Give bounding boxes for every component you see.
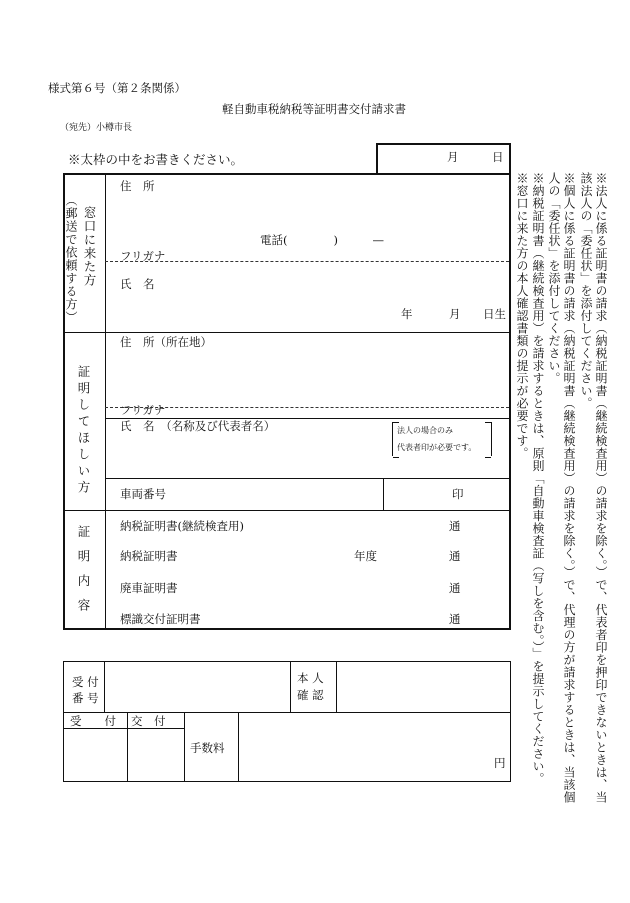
subject-furigana-label: フリガナ <box>120 403 166 417</box>
subject-name-label: 氏 名 （名称及び代表者名） <box>120 419 276 433</box>
received-label: 受 付 <box>70 714 116 728</box>
addressee: （宛先）小樽市長 <box>60 123 133 133</box>
fee-yen-label: 円 <box>494 756 506 770</box>
seal-label: 印 <box>452 487 464 501</box>
vehicle-number-label: 車両番号 <box>120 487 166 501</box>
cert-item-fiscal-year-label: 年度 <box>354 549 377 563</box>
requester-section-sublabel: （郵送で依頼する方） <box>64 194 78 324</box>
subject-section-label: 証明してほしい方 <box>76 365 91 497</box>
cert-item-unit: 通 <box>449 519 461 533</box>
note-corporate-delegation: ※法人に係る証明書の請求（納税証明書（継続検査用）の請求を除く。）で、代表者印を押印できないときは、当該法人の「委任状」を添付してください。 <box>579 172 608 804</box>
form-number: 様式第６号（第２条関係） <box>48 81 186 95</box>
cert-item-label: 納税証明書 <box>120 549 178 563</box>
birth-month-label: 月 <box>449 307 461 321</box>
cert-item-label: 納税証明書(継続検査用) <box>120 519 244 533</box>
corporate-note-line1: 法人の場合のみ <box>397 426 453 435</box>
note-inspection-certificate: ※納税証明書（継続検査用）を請求するときは、原則「自動車検査証（写しを含む。）」を提示してください。 <box>531 172 545 785</box>
identity-check-label: 本 人 <box>297 671 324 685</box>
note-identity-check: ※窓口に来た方の本人確認書類の提示が必要です。 <box>515 172 529 460</box>
fee-label: 手数料 <box>190 741 225 755</box>
cert-item-label: 標識交付証明書 <box>120 612 201 626</box>
receipt-number-cell[interactable] <box>106 663 288 711</box>
requester-furigana-label: フリガナ <box>120 249 166 263</box>
vehicle-number-input[interactable] <box>175 480 380 506</box>
fee-amount-cell[interactable] <box>240 714 490 780</box>
cert-item-unit: 通 <box>449 581 461 595</box>
receipt-number-label-2: 番 号 <box>72 691 99 705</box>
subject-name-input[interactable] <box>118 434 388 474</box>
cert-item-count-input[interactable] <box>395 514 445 534</box>
form-title: 軽自動車税納税等証明書交付請求書 <box>222 102 406 116</box>
issued-label: 交 付 <box>131 714 166 728</box>
requester-name-input[interactable] <box>165 270 505 298</box>
requester-section-label: 窓口に来た方 <box>82 206 97 287</box>
requester-name-label: 氏 名 <box>120 277 155 291</box>
cert-item-label: 廃車証明書 <box>120 581 178 595</box>
identity-check-label-2: 確 認 <box>297 688 324 702</box>
subject-address-input[interactable] <box>118 350 508 402</box>
receipt-number-label: 受 付 <box>72 675 99 689</box>
identity-check-cell[interactable] <box>337 663 509 711</box>
cert-item-unit: 通 <box>449 612 461 626</box>
cert-item-unit: 通 <box>449 549 461 563</box>
date-month-label: 月 <box>447 150 459 164</box>
cert-item-count-input[interactable] <box>395 576 445 596</box>
cert-item-count-input[interactable] <box>395 544 445 564</box>
instruction-text: ※太枠の中をお書きください。 <box>68 152 244 167</box>
content-section-label: 証明内容 <box>76 525 91 623</box>
date-day-label: 日 <box>492 150 504 164</box>
birth-day-label: 日生 <box>483 307 506 321</box>
subject-address-label: 住 所（所在地） <box>120 335 212 349</box>
cert-item-count-input[interactable] <box>395 606 445 626</box>
corporate-note-line2: 代表者印が必要です。 <box>397 443 477 452</box>
requester-phone-label: 電話( ) — <box>260 233 384 247</box>
birth-year-label: 年 <box>401 307 413 321</box>
requester-address-label: 住 所 <box>120 179 155 193</box>
request-date-box[interactable] <box>376 143 511 175</box>
note-individual-delegation: ※個人に係る証明書の請求（納税証明書（継続検査用）の請求を除く。）で、代理の方が請求するときは、当該個人の「委任状」を添付してください。 <box>547 172 576 804</box>
